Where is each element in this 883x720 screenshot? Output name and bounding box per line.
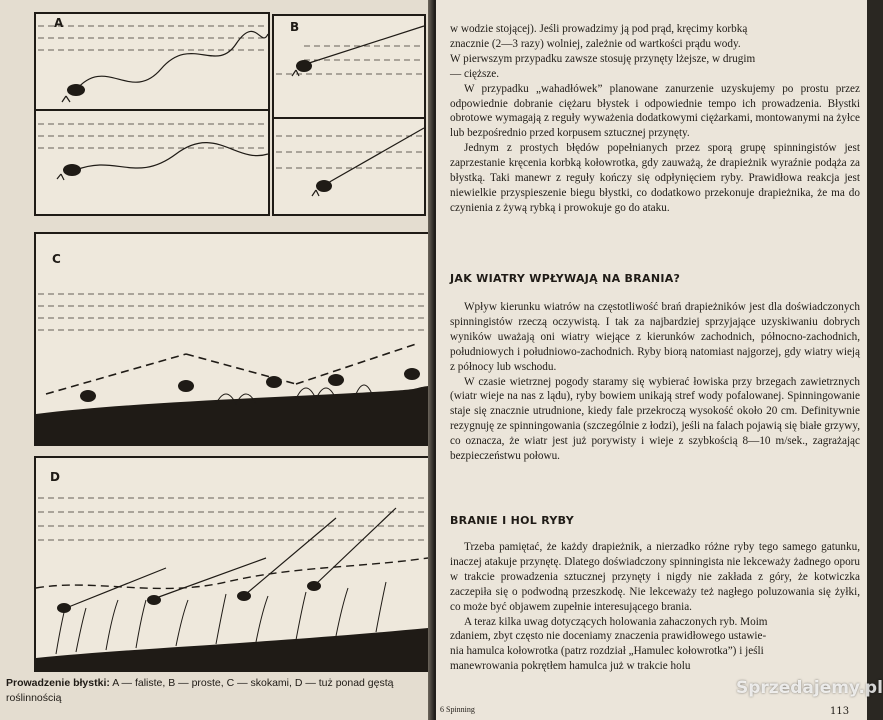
panel-b-label: B <box>290 20 300 34</box>
section-heading-winds: JAK WIATRY WPŁYWAJĄ NA BRANIA? <box>450 272 681 285</box>
panel-b-drawing <box>274 16 424 214</box>
paragraph: W czasie wietrznej pogody staramy się wybierać łowiska przy brzegach zawietrznych (wiatr wieje na nas z lądu), ryby bowiem unikają stref wody pofalowanej. Spinningowanie staje się znacznie utrudnione, kiedy fale przekroczą wysokość około 20 cm. Definitywnie rezygnuję ze spinningowania (szczególnie z łodzi), jeśli na falach pojawią się białe grzywy, co oznacza, że wiatr jest już porywisty i wieje z szybkością 8—10 m/sek., zagrażając bezpieczeństwu połowu. <box>450 375 860 463</box>
paragraph-line: nia hamulca kołowrotka (patrz rozdział „Hamulec kołowrotka”) i jeśli <box>450 645 764 658</box>
text-block-winds <box>450 300 860 464</box>
paragraph: Wpływ kierunku wiatrów na częstotliwość brań drapieżników jest dla doświadczonych spinningistów rzeczą oczywistą. I tak za najbardziej sprzyjające uzyskiwaniu dobrych wyników uważają oni wiatry wiejące z kierunków zachodnich, północno-zachodnich, południowych i południowo-zachodnich. Ryby biorą natomiast najgorzej, gdy wiatry wieją z północy lub wschodu. <box>450 301 860 373</box>
right-page-footer: 6 Spinning <box>440 705 475 714</box>
paragraph-line: znacznie (2—3 razy) wolniej, zależnie od wartkości prądu wody. <box>450 37 741 50</box>
paragraph-line: zdaniem, zbyt często nie doceniamy znaczenia prawidłowego ustawie- <box>450 630 767 643</box>
panel-c-label: C <box>52 252 61 266</box>
paragraph-line: w wodzie stojącej). Jeśli prowadzimy ją pod prąd, kręcimy korbką <box>450 23 748 35</box>
panel-a-label: A <box>54 16 64 30</box>
paragraph-line: manewrowania pokrętłem hamulca już w trakcie holu <box>450 660 691 673</box>
paragraph: Jednym z prostych błędów popełnianych przez sporą grupę spinningistów jest zaprzestanie kręcenia korbką kołowrotka, gdy zauważą, że drapieżnik wyraźnie podąża za błystką. Taki manewr z reguły kończy się odpłynięciem ryby. Prawidłowa reakcja jest niewielkie przyspieszenie biegu błystki, co dodatkowo przekonuje drapieżnika, że ma do czynienia z żywą rybką i prowokuje go do ataku. <box>450 142 860 214</box>
left-page <box>0 0 432 720</box>
caption-title: Prowadzenie błystki: <box>6 677 110 689</box>
watermark-logo: Sprzedajemy.pl <box>736 678 883 698</box>
right-page <box>436 0 867 720</box>
section-heading-strike: BRANIE I HOL RYBY <box>450 514 575 527</box>
panel-d-label: D <box>50 470 60 484</box>
paragraph-line: A teraz kilka uwag dotyczących holowania zahaczonych ryb. Moim <box>464 615 768 628</box>
illustration-panel-c <box>34 232 430 446</box>
paragraph-line: W pierwszym przypadku zawsze stosuję przynęty lżejsze, w drugim <box>450 52 756 65</box>
illustration-panel-a <box>34 12 270 216</box>
illustration-panel-d <box>34 456 430 672</box>
panel-d-drawing <box>36 458 428 670</box>
panel-c-drawing <box>36 234 428 444</box>
paragraph: W przypadku „wahadłówek” planowane zanurzenie uzyskujemy po prostu przez odpowiednie dobranie ciężaru błystek i odpowiednie tempo ich prowadzenia. Błystki obrotowe wymagają z reguły wyważenia dodatkowymi ciężarkami, montowanymi na żyłce lub bezpośrednio przed korpusem sztucznej przynęty. <box>450 82 860 140</box>
illustration-panel-b <box>272 14 426 216</box>
page-number: 113 <box>830 706 850 717</box>
paragraph-line: — cięższe. <box>450 67 500 80</box>
caption-text: A — faliste, B — proste, C — skokami, D — tuż ponad gęstą roślinnością <box>6 677 394 704</box>
text-block-top <box>450 22 860 216</box>
text-block-strike <box>450 540 860 674</box>
panel-a-drawing <box>36 14 268 214</box>
figure-caption <box>6 676 426 706</box>
paragraph: Trzeba pamiętać, że każdy drapieżnik, a nierzadko różne ryby tego samego gatunku, inaczej atakuje przynętę. Dlatego doświadczony spinningista nie lekceważy żadnego oporu w trakcie prowadzenia sztucznej przynęty i nigdy nie zakłada z góry, że kotwiczka zaczepiła się o podwodną przeszkodę. Nie lekceważy też nagłego poluzowania się żyłki, co może być objawem zupełnie interesującego brania. <box>450 541 860 613</box>
